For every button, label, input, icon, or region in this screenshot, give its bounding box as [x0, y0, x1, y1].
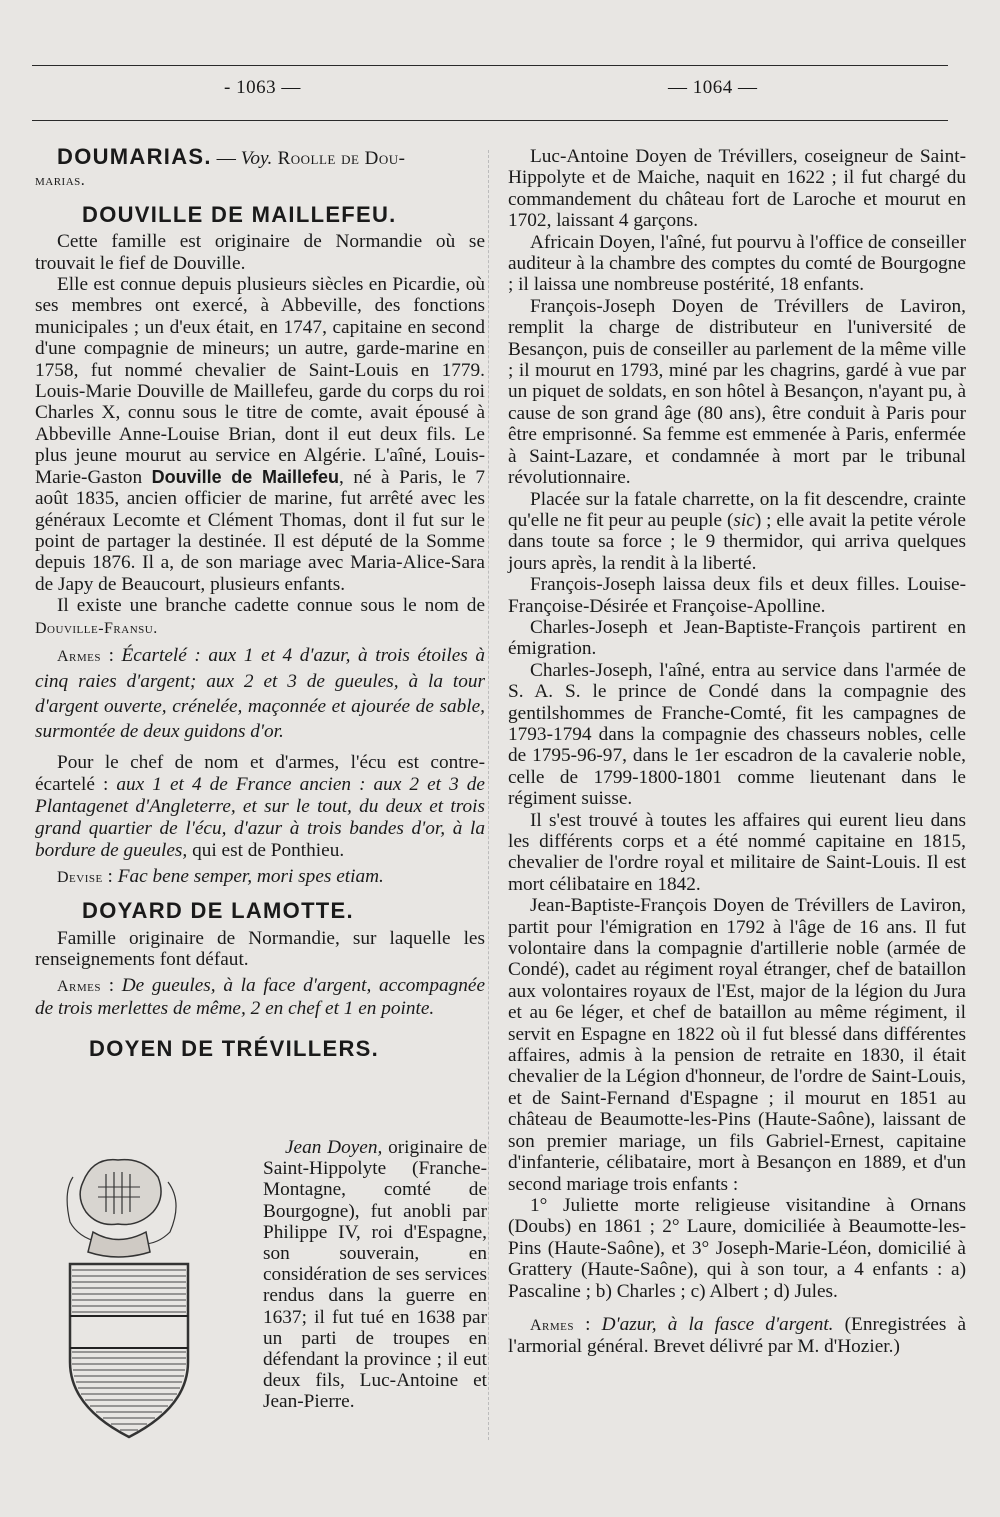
- entry-doumarias: DOUMARIAS. — Voy. Roolle de Dou-: [57, 144, 406, 169]
- paragraph: Jean Doyen, originaire de Saint-Hippolyte (Franche-Montagne, comté de Bourgogne), fut anobli par Philippe IV, roi d'Espagne, son souverain, en considération de ses services rendus dans la guerre en 1637; il fut tué en 1638 par un parti de troupes en défendant la province ; il eut deux fils, Luc-Antoine et Jean-Pierre.: [263, 1137, 487, 1413]
- top-rule: [32, 65, 948, 66]
- coat-of-arms-illustration: [58, 1152, 198, 1442]
- paragraph: Africain Doyen, l'aîné, fut pourvu à l'office de conseiller auditeur à la chambre des comptes du comté de Bourgogne ; il laissa une nombreuse postérité, 18 enfants.: [508, 231, 966, 296]
- arms-paragraph: Armes : D'azur, à la fasce d'argent. (Enregistrées à l'armorial général. Brevet délivré par M. d'Hozier.): [508, 1313, 967, 1358]
- paragraph: Jean-Baptiste-François Doyen de Trévillers de Laviron, partit pour l'émigration en 1792 à l'âge de 16 ans. Il fut volontaire dans la compagnie d'artillerie noble (armée de Condé), cadet au régiment royal étranger, chef de bataillon aux volontaires royaux de l'Est, major de la légion du Jura et au 6e léger, et chef de bataillon au même régiment, il servit en Espagne en 1822 où il fut blessé dans différentes affaires, admis à la pension de retraite en 1830, il était chevalier de la Légion d'honneur, de l'ordre de Saint-Louis, et de Saint-Fernand d'Espagne ; il mourut en 1851 au château de Beaumotte-les-Pins (Haute-Saône), laissant de son premier mariage, un fils Gabriel-Ernest, capitaine d'infanterie, célibataire, mort à Besançon en 1889, et d'un second mariage trois enfants :: [508, 895, 966, 1195]
- entry-title: DOYEN DE TRÉVILLERS.: [89, 1035, 380, 1061]
- entry-title: DOUMARIAS.: [57, 144, 212, 169]
- paragraph: François-Joseph Doyen de Trévillers de Laviron, remplit la charge de distributeur en l'université de Besançon, puis de conseiller au parlement de la même ville ; il mourut en 1793, miné par les chagrins, gardé à vue par un piquet de soldats, en son hôtel à Besançon, n'ayant pu, à cause de son grand âge (80 ans), être conduit à Paris pour être emprisonné. Sa femme est emmenée à Paris, enfermée à Saint-Lazare, et condamnée à mort par le tribunal révolutionnaire.: [508, 295, 966, 489]
- paragraph: Elle est connue depuis plusieurs siècles en Picardie, où ses membres ont exercé, à Abbeville, des fonctions municipales ; un d'eux était, en 1747, capitaine en second d'une compagnie de mineurs; un autre, garde-marine en 1758, fut nommé chevalier de Saint-Louis en 1779. Louis-Marie Douville de Maillefeu, garde du corps du roi Charles X, connu sous le titre de comte, avait épousé à Abbeville Anne-Louise Brian, dont il eut deux fils. Le plus jeune mourut au service en Algérie. L'aîné, Louis-Marie-Gaston Douville de Maillefeu, né à Paris, le 7 août 1835, ancien officier de marine, fut arrêté avec les généraux Lecomte et Clément Thomas, dont il fut sur le point de partager la destinée. Il est député de la Somme depuis 1876. Il a, de son mariage avec Maria-Alice-Sara de Japy de Beaucourt, plusieurs enfants.: [35, 274, 486, 595]
- column-separator: [488, 150, 489, 1440]
- entry-title: DOUVILLE DE MAILLEFEU.: [82, 201, 397, 227]
- paragraph: Il existe une branche cadette connue sous le nom de Douville-Fransu.: [35, 595, 485, 637]
- paragraph: Il s'est trouvé à toutes les affaires qui eurent lieu dans les différents corps et a été nommé capitaine en 1815, chevalier de l'ordre royal et militaire de Saint-Louis. Il est mort célibataire en 1842.: [508, 809, 966, 895]
- devise-paragraph: Devise : Fac bene semper, mori spes etiam.: [57, 865, 384, 887]
- page-number-right: — 1064 —: [668, 77, 758, 98]
- paragraph: Placée sur la fatale charrette, on la fit descendre, crainte qu'elle ne fit peur au peuple (sic) ; elle avait la petite vérole dans toute sa force ; le 9 thermidor, qui arriva quelques jours après, la rendit à la liberté.: [508, 488, 966, 574]
- helmet-shield-icon: [58, 1152, 198, 1442]
- paragraph: Famille originaire de Normandie, sur laquelle les renseignements font défaut.: [35, 927, 485, 971]
- paragraph: Cette famille est originaire de Normandie où se trouvait le fief de Douville.: [35, 231, 485, 274]
- paragraph: Luc-Antoine Doyen de Trévillers, coseigneur de Saint-Hippolyte et de Maiche, naquit en 1622 ; il fut chargé du commandement du château fort de Laroche et mourut en 1702, laissant 4 garçons.: [508, 146, 966, 232]
- left-column: DOUMARIAS. — Voy. Roolle de Dou- marias. DOUVILLE DE MAILLEFEU. Cette famille est originaire de Normandie où se trouvait le fief de Douville. Elle est connue depuis plusieurs siècles en Picardie, où ses membres ont exercé, à Abbeville, des fonctions municipales ; un d'eux était, en 1747, capitaine en second d'une compagnie de mineurs; un autre, garde-marine en 1758, fut nommé chevalier de Saint-Louis en 1779. Louis-Marie Douville de Maillefeu, garde du corps du roi Charles X, connu sous le titre de comte, avait épousé à Abbeville Anne-Louise Brian, dont il eut deux fils. Le plus jeune mourut au service en Algérie. L'aîné, Louis-Marie-Gaston Douville de Maillefeu, né à Paris, le 7 août 1835, ancien officier de marine, fut arrêté avec les généraux Lecomte et Clément Thomas, dont il fut sur le point de partager la destinée. Il est député de la Somme depuis 1876. Il a, de son mariage avec Maria-Alice-Sara de Japy de Beaucourt, plusieurs enfants. Il existe une branche cadette connue sous le nom de Douville-Fransu. Armes : Écartelé : aux 1 et 4 d'azur, à trois étoiles à cinq raies d'argent; aux 2 et 3 de gueules, à la tour d'argent ouverte, crénelée, maçonnée et ajourée de sable, surmontée de deux guidons d'or. Pour le chef de nom et d'armes, l'écu est contre-écartelé : aux 1 et 4 de France ancien : aux 2 et 3 de Plantagenet d'Angleterre, et sur le tout, du deux et trois grand quartier de l'écu, d'azur à trois bandes d'or, à la bordure de gueules, qui est de Ponthieu. Devise : Fac bene semper, mori spes etiam. DOYARD DE LAMOTTE. Famille originaire de Normandie, sur laquelle les renseignements font défaut. Armes : De gueules, à la face d'argent, accompagnée de trois merlettes de même, 2 en chef et 1 en pointe. DOYEN DE TRÉVILLERS.: [35, 144, 486, 1061]
- paragraph: 1° Juliette morte religieuse visitandine à Ornans (Doubs) en 1861 ; 2° Laure, domiciliée à Beaumotte-les-Pins (Haute-Saône), et 3° Joseph-Marie-Léon, domicilié à Grattery (Haute-Saône), qui à son tour, a 4 enfants : a) Pascaline ; b) Charles ; c) Albert ; d) Jules.: [508, 1194, 966, 1302]
- entry-title: DOYARD DE LAMOTTE.: [82, 898, 354, 924]
- paragraph: Charles-Joseph, l'aîné, entra au service dans l'armée de S. A. S. le prince de Condé dans la compagnie des gentilshommes de Franche-Comté, fit les campagnes de 1793-1794 dans la compagnie des chasseurs nobles, celle de 1795-96-97, dans le 1er escadron de la cavalerie noble, celle de 1799-1800-1801 comme lieutenant dans le régiment suisse.: [508, 659, 966, 810]
- page-number-left: - 1063 —: [224, 77, 301, 98]
- arms-paragraph: Armes : Écartelé : aux 1 et 4 d'azur, à trois étoiles à cinq raies d'argent; aux 2 et 3 de gueules, à la tour d'argent ouverte, crénelée, maçonnée et ajourée de sable, surmontée de deux guidons d'or.: [35, 644, 486, 742]
- paragraph: Charles-Joseph et Jean-Baptiste-François partirent en émigration.: [508, 616, 966, 660]
- doyen-text-block: [263, 1137, 487, 1413]
- arms-paragraph: Armes : De gueules, à la face d'argent, accompagnée de trois merlettes de même, 2 en chef et 1 en pointe.: [35, 974, 486, 1019]
- paragraph: François-Joseph laissa deux fils et deux filles. Louise-Françoise-Désirée et Françoise-Apolline.: [508, 574, 966, 617]
- right-column: [508, 146, 966, 1358]
- paragraph: Pour le chef de nom et d'armes, l'écu est contre-écartelé : aux 1 et 4 de France ancien : aux 2 et 3 de Plantagenet d'Angleterre, et sur le tout, du deux et trois grand quartier de l'écu, d'azur à trois bandes d'or, à la bordure de gueules, qui est de Ponthieu.: [35, 751, 485, 861]
- header-rule: [32, 120, 948, 121]
- person-name: Douville de Maillefeu: [151, 466, 339, 487]
